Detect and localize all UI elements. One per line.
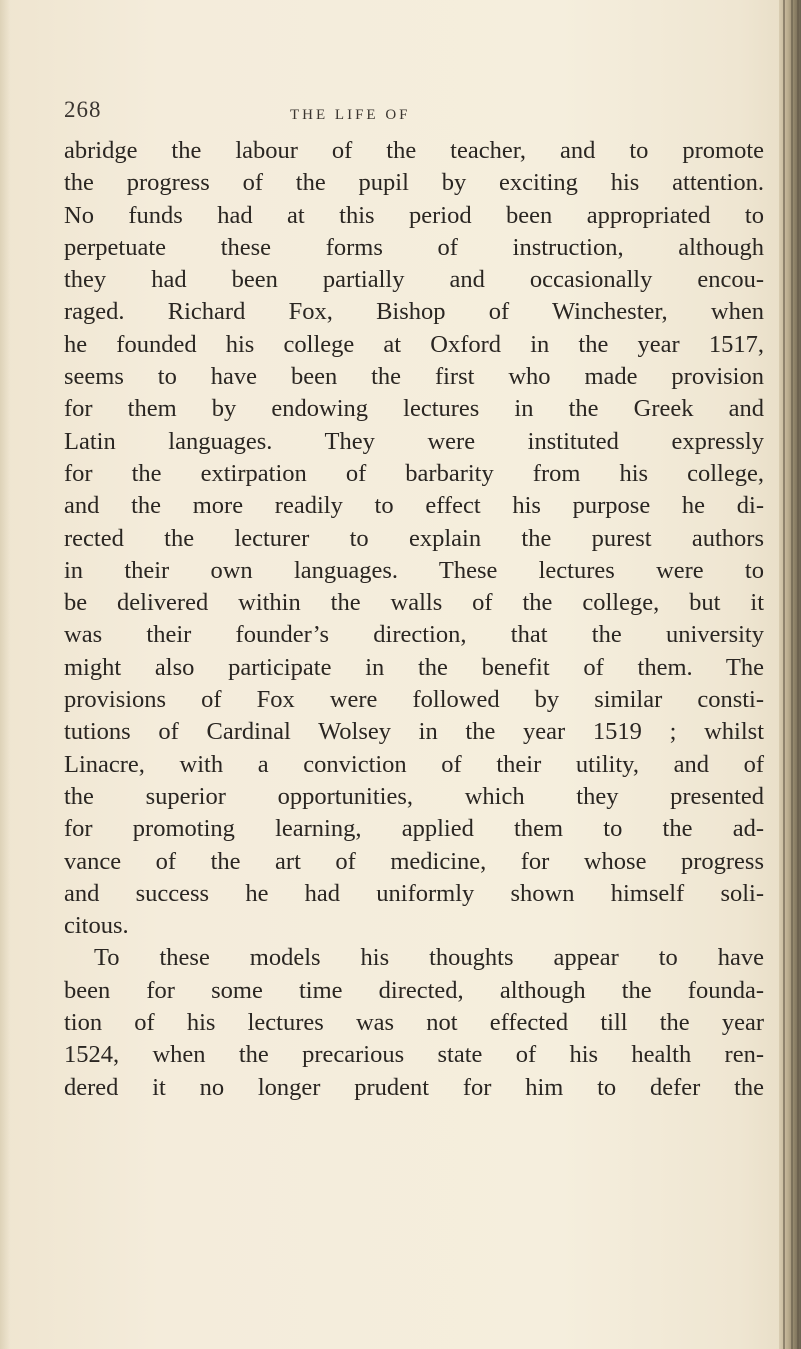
text-line: and the more readily to effect his purpose he di- (64, 492, 764, 520)
text-line: To these models his thoughts appear to have (94, 944, 764, 972)
book-gutter (779, 0, 801, 1349)
text-line: they had been partially and occasionally encou- (64, 266, 764, 294)
text-line: provisions of Fox were followed by similar consti- (64, 686, 764, 714)
text-line: rected the lecturer to explain the purest authors (64, 524, 764, 552)
text-line: for promoting learning, applied them to the ad- (64, 815, 764, 843)
text-line: perpetuate these forms of instruction, although (64, 233, 764, 261)
text-line: been for some time directed, although the founda- (64, 976, 764, 1004)
text-line: might also participate in the benefit of them. The (64, 653, 764, 681)
text-line: No funds had at this period been appropriated to (64, 201, 764, 229)
gutter-line (791, 0, 793, 1349)
text-line: the progress of the pupil by exciting his attention. (64, 169, 764, 197)
text-line: the superior opportunities, which they presented (64, 782, 764, 810)
page-number: 268 (64, 97, 102, 122)
text-line: be delivered within the walls of the college, but it (64, 589, 764, 617)
text-line: and success he had uniformly shown himself soli- (64, 879, 764, 907)
page-left-edge (0, 0, 10, 1349)
text-line: abridge the labour of the teacher, and to promote (64, 137, 764, 164)
text-line: vance of the art of medicine, for whose progress (64, 847, 764, 875)
body-text (64, 135, 764, 1104)
text-line: in their own languages. These lectures were to (64, 556, 764, 584)
text-line: citous. (64, 912, 129, 940)
text-line: tutions of Cardinal Wolsey in the year 1519 ; whilst (64, 718, 764, 746)
text-line: was their founder’s direction, that the university (64, 621, 764, 649)
text-line: dered it no longer prudent for him to defer the (64, 1073, 764, 1101)
text-line: he founded his college at Oxford in the year 1517, (64, 330, 764, 358)
text-line: raged. Richard Fox, Bishop of Winchester, when (64, 298, 764, 326)
text-line: Latin languages. They were instituted expressly (64, 427, 764, 455)
gutter-line (797, 0, 799, 1349)
text-line: 1524, when the precarious state of his health ren- (64, 1041, 764, 1069)
text-line: for the extirpation of barbarity from his college, (64, 459, 764, 487)
gutter-line (783, 0, 785, 1349)
text-line: for them by endowing lectures in the Greek and (64, 395, 764, 423)
text-line: tion of his lectures was not effected till the year (64, 1009, 764, 1037)
running-head: THE LIFE OF (290, 107, 411, 123)
text-line: seems to have been the first who made provision (64, 363, 764, 391)
text-line: Linacre, with a conviction of their utility, and of (64, 750, 764, 778)
